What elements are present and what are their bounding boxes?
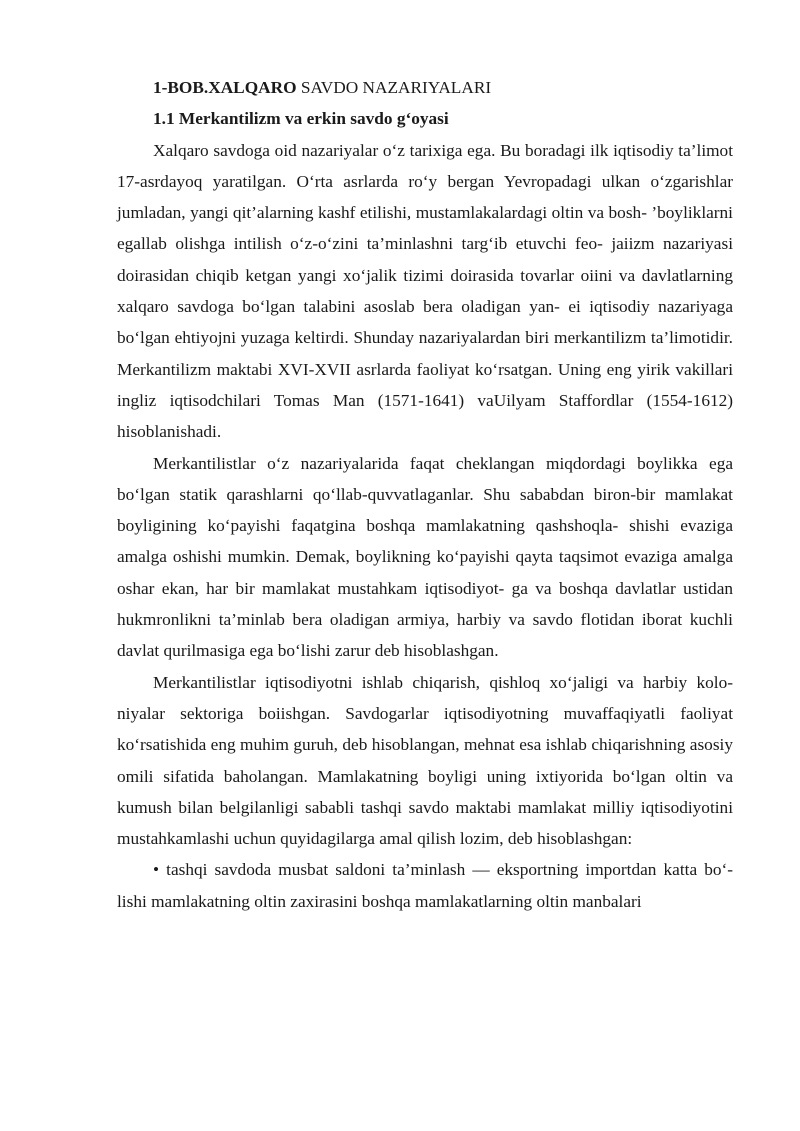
body-paragraph: Xalqaro savdoga oid nazariyalar o‘z tarixiga ega. Bu boradagi ilk iqtisodiy ta’limot 17-asrdayoq yaratilgan. O‘rta asrlarda ro‘y bergan Yevropadagi ulkan o‘zgarishlar jumladan, yangi qit’alarning kashf etilishi, mustamlakalardagi oltin va bosh- ’boyliklarni egallab olishga intilish o‘z-o‘zini ta’minlashni targ‘ib etuvchi feo- jaiizm nazariyasi doirasidan chiqib ketgan yangi xo‘jalik tizimi doirasida tovarlar oiini va davlatlarning xalqaro savdoga bo‘lgan talabini asoslab bera oladigan yan- ei iqtisodiy nazariyaga bo‘lgan ehtiyojni yuzaga keltirdi. Shunday nazariyalardan biri merkantilizm ta’limotidir. Merkantilizm maktabi XVI-XVII asrlarda faoliyat ko‘rsatgan. Uning eng yirik vakillari ingliz iqtisodchilari Tomas Man (1571-1641) vaUilyam Staffordlar (1554-1612) hisoblanishadi. bbox=[117, 140, 733, 442]
section-heading bbox=[117, 103, 733, 134]
body-paragraph: Merkantilistlar o‘z nazariyalarida faqat cheklangan miqdordagi boylikka ega bo‘lgan statik qarashlarni qo‘llab-quvvatlaganlar. Shu sababdan biron-bir mamlakat boyligining ko‘payishi faqatgina boshqa mamlakatning qashshoqla- shishi evaziga amalga oshishi mumkin. Demak, boylikning ko‘payishi qayta taqsimot evaziga amalga oshar ekan, har bir mamlakat mustahkam iqtisodiyot- ga va boshqa davlatlar ustidan hukmronlikni ta’minlab bera oladigan armiya, harbiy va savdo flotidan iborat kuchli davlat qurilmasiga ega bo‘lishi zarur deb hisoblashgan. bbox=[117, 453, 733, 661]
chapter-title: SAVDO NAZARIYALARI bbox=[296, 78, 492, 97]
chapter-number: 1-BOB.XALQARO bbox=[153, 78, 297, 97]
bullet-paragraph: • tashqi savdoda musbat saldoni ta’minlash — eksportning importdan katta bo‘- lishi mamlakatning oltin zaxirasini boshqa mamlakatlarning oltin manbalari bbox=[117, 860, 733, 911]
body-paragraph: Merkantilistlar iqtisodiyotni ishlab chiqarish, qishloq xo‘jaligi va harbiy kolo- niyalar sektoriga boiishgan. Savdogarlar iqtisodiyotning muvaffaqiyatli faoliyat ko‘rsatishida eng muhim guruh, deb hisoblangan, mehnat esa ishlab chiqarishning asosiy omili sifatida baholangan. Mamlakatning boyligi uning ixtiyorida bo‘lgan oltin va kumush bilan belgilanligi sababli tashqi savdo maktabi mamlakat milliy iqtisodiyotini mustahkamlashi uchun quyidagilarga amal qilish lozim, deb hisoblashgan: bbox=[117, 672, 733, 849]
chapter-heading bbox=[117, 72, 733, 103]
section-title: 1.1 Merkantilizm va erkin savdo g‘oyasi bbox=[153, 109, 449, 129]
document-page bbox=[117, 72, 733, 917]
